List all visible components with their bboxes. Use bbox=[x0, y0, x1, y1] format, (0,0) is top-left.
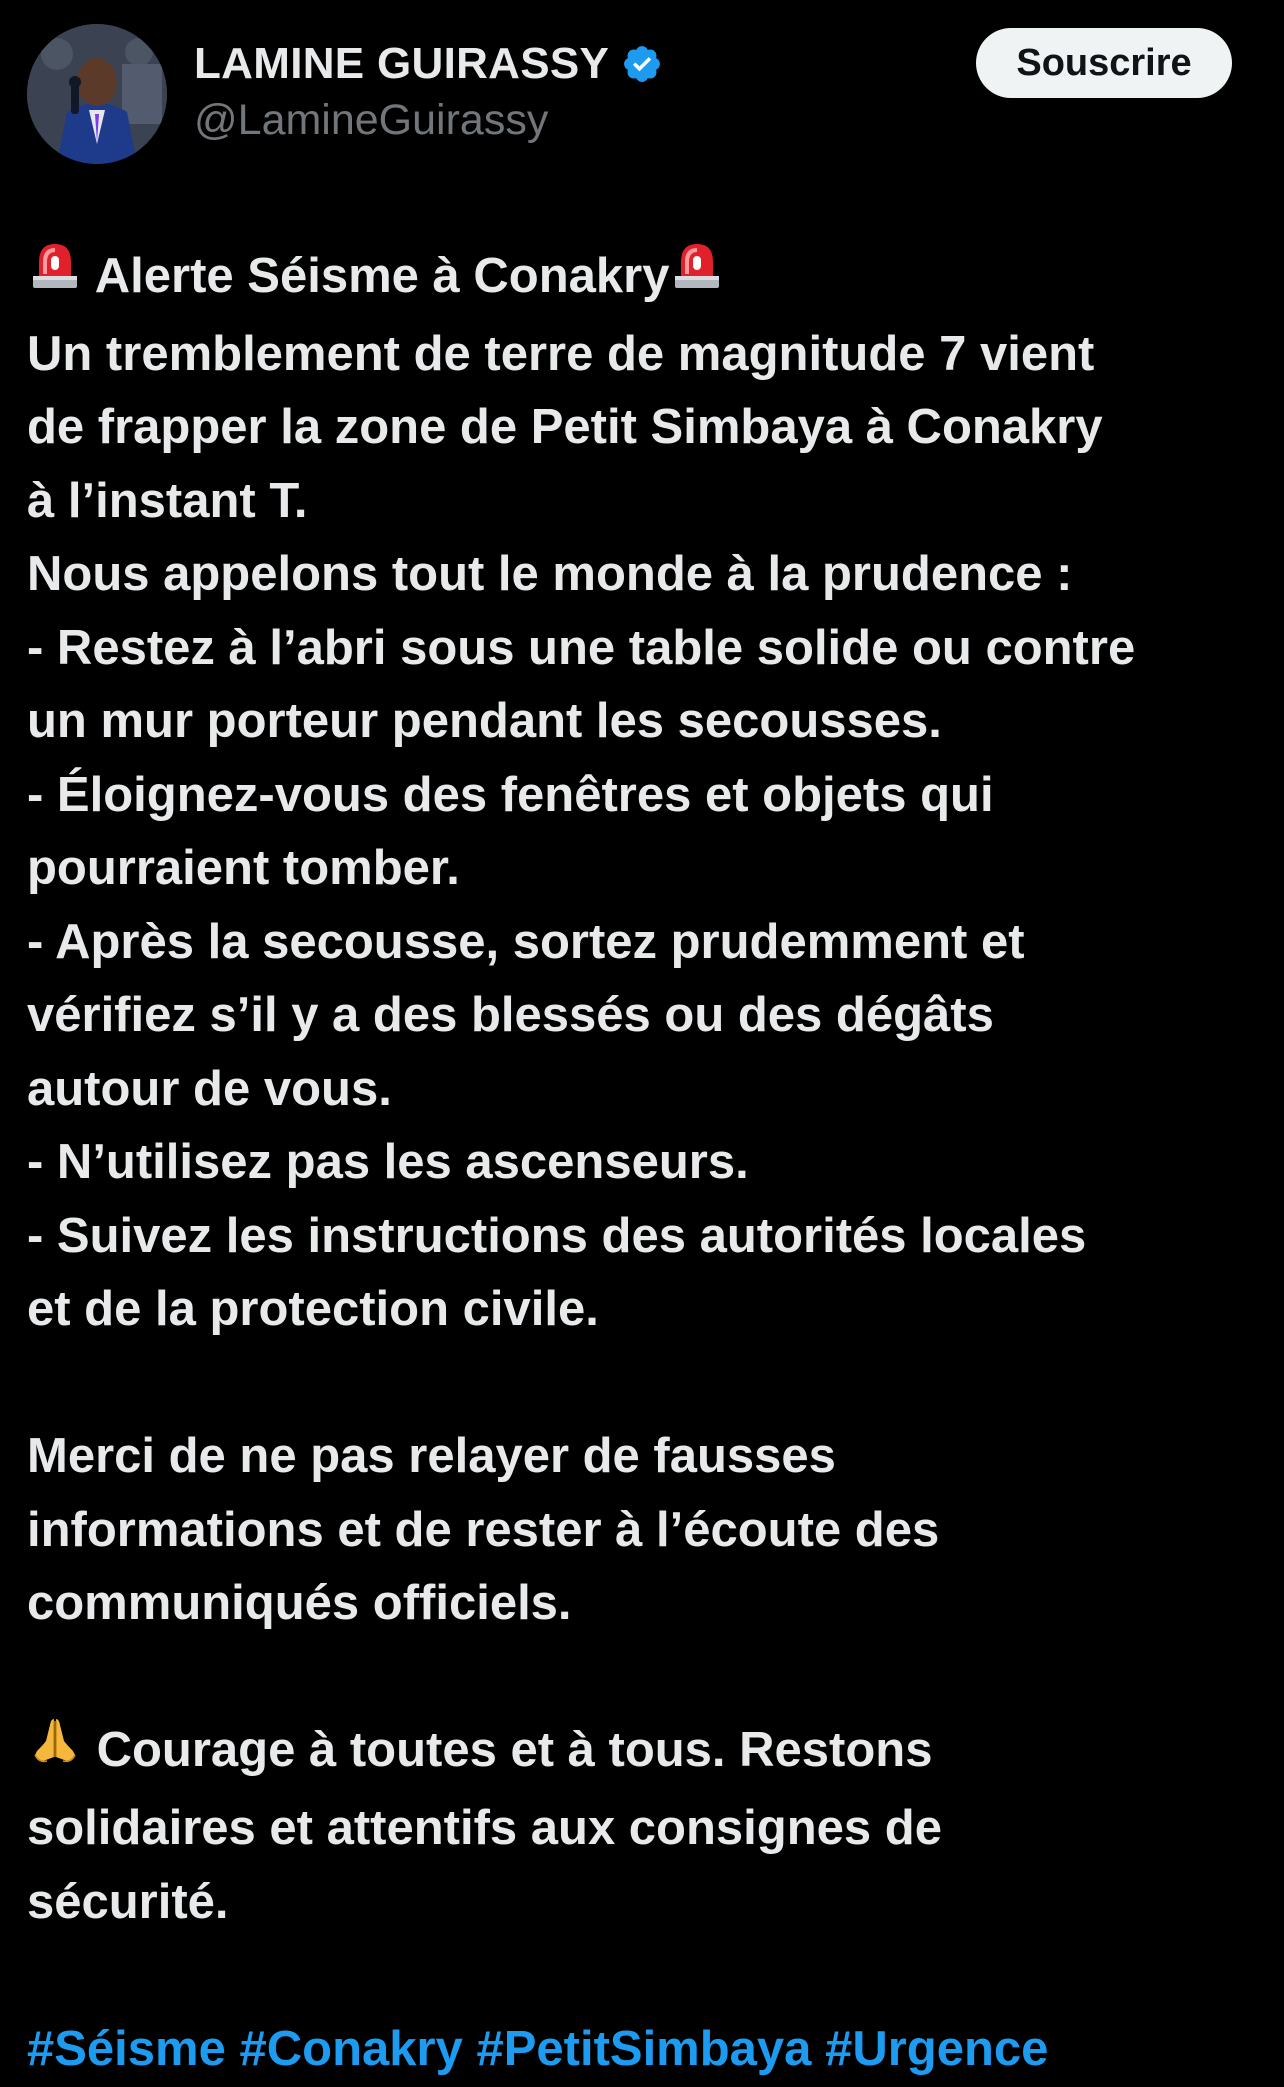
display-name[interactable]: LAMINE GUIRASSY bbox=[194, 39, 610, 88]
tweet-line: communiqués officiels. bbox=[27, 1576, 572, 1631]
tweet-line: sécurité. bbox=[27, 1874, 229, 1929]
praying-hands-icon bbox=[27, 1711, 83, 1789]
tweet-line: - Restez à l’abri sous une table solide ou contre bbox=[27, 620, 1136, 675]
tweet-line: - N’utilisez pas les ascenseurs. bbox=[27, 1135, 749, 1190]
hashtag-seisme[interactable]: #Séisme bbox=[27, 2021, 226, 2076]
alert-title-line bbox=[27, 240, 1267, 318]
hashtag-conakry[interactable]: #Conakry bbox=[239, 2021, 463, 2076]
name-row bbox=[194, 36, 663, 92]
subscribe-button[interactable]: Souscrire bbox=[976, 28, 1232, 98]
rotating-light-icon bbox=[669, 236, 725, 314]
rotating-light-icon bbox=[27, 236, 83, 314]
tweet-line: vérifiez s’il y a des blessés ou des dégâts bbox=[27, 988, 994, 1043]
tweet-line: Nous appelons tout le monde à la prudence : bbox=[27, 547, 1073, 602]
tweet-line: à l’instant T. bbox=[27, 473, 308, 528]
tweet-line: - Éloignez-vous des fenêtres et objets qui bbox=[27, 767, 994, 822]
tweet-line: et de la protection civile. bbox=[27, 1282, 599, 1337]
closing-line bbox=[27, 1714, 1267, 1792]
user-handle[interactable]: @LamineGuirassy bbox=[194, 96, 549, 144]
tweet-line: de frapper la zone de Petit Simbaya à Conakry bbox=[27, 400, 1103, 455]
verified-badge-icon bbox=[621, 43, 663, 85]
avatar[interactable] bbox=[27, 24, 167, 164]
tweet-header bbox=[0, 0, 1284, 170]
tweet-line: - Après la secousse, sortez prudemment et bbox=[27, 914, 1025, 969]
closing-text: Courage à toutes et à tous. Restons bbox=[83, 1723, 933, 1778]
blank-line bbox=[27, 1347, 1267, 1421]
hashtag-petitsimbaya[interactable]: #PetitSimbaya bbox=[476, 2021, 812, 2076]
tweet-line: solidaires et attentifs aux consignes de bbox=[27, 1801, 942, 1856]
alert-title-text: Alerte Séisme à Conakry bbox=[83, 249, 670, 303]
blank-line bbox=[27, 1939, 1267, 2013]
blank-line bbox=[27, 1641, 1267, 1715]
tweet-line: - Suivez les instructions des autorités locales bbox=[27, 1208, 1087, 1263]
tweet-line: Merci de ne pas relayer de fausses bbox=[27, 1429, 836, 1484]
tweet-line: informations et de rester à l’écoute des bbox=[27, 1502, 940, 1557]
tweet-line: pourraient tomber. bbox=[27, 841, 460, 896]
tweet-text bbox=[27, 240, 1267, 2086]
tweet-line: Un tremblement de terre de magnitude 7 vient bbox=[27, 326, 1095, 381]
tweet-line: un mur porteur pendant les secousses. bbox=[27, 694, 942, 749]
hashtag-urgence[interactable]: #Urgence bbox=[825, 2021, 1049, 2076]
tweet-line: autour de vous. bbox=[27, 1061, 392, 1116]
hashtag-list bbox=[27, 2013, 1267, 2087]
